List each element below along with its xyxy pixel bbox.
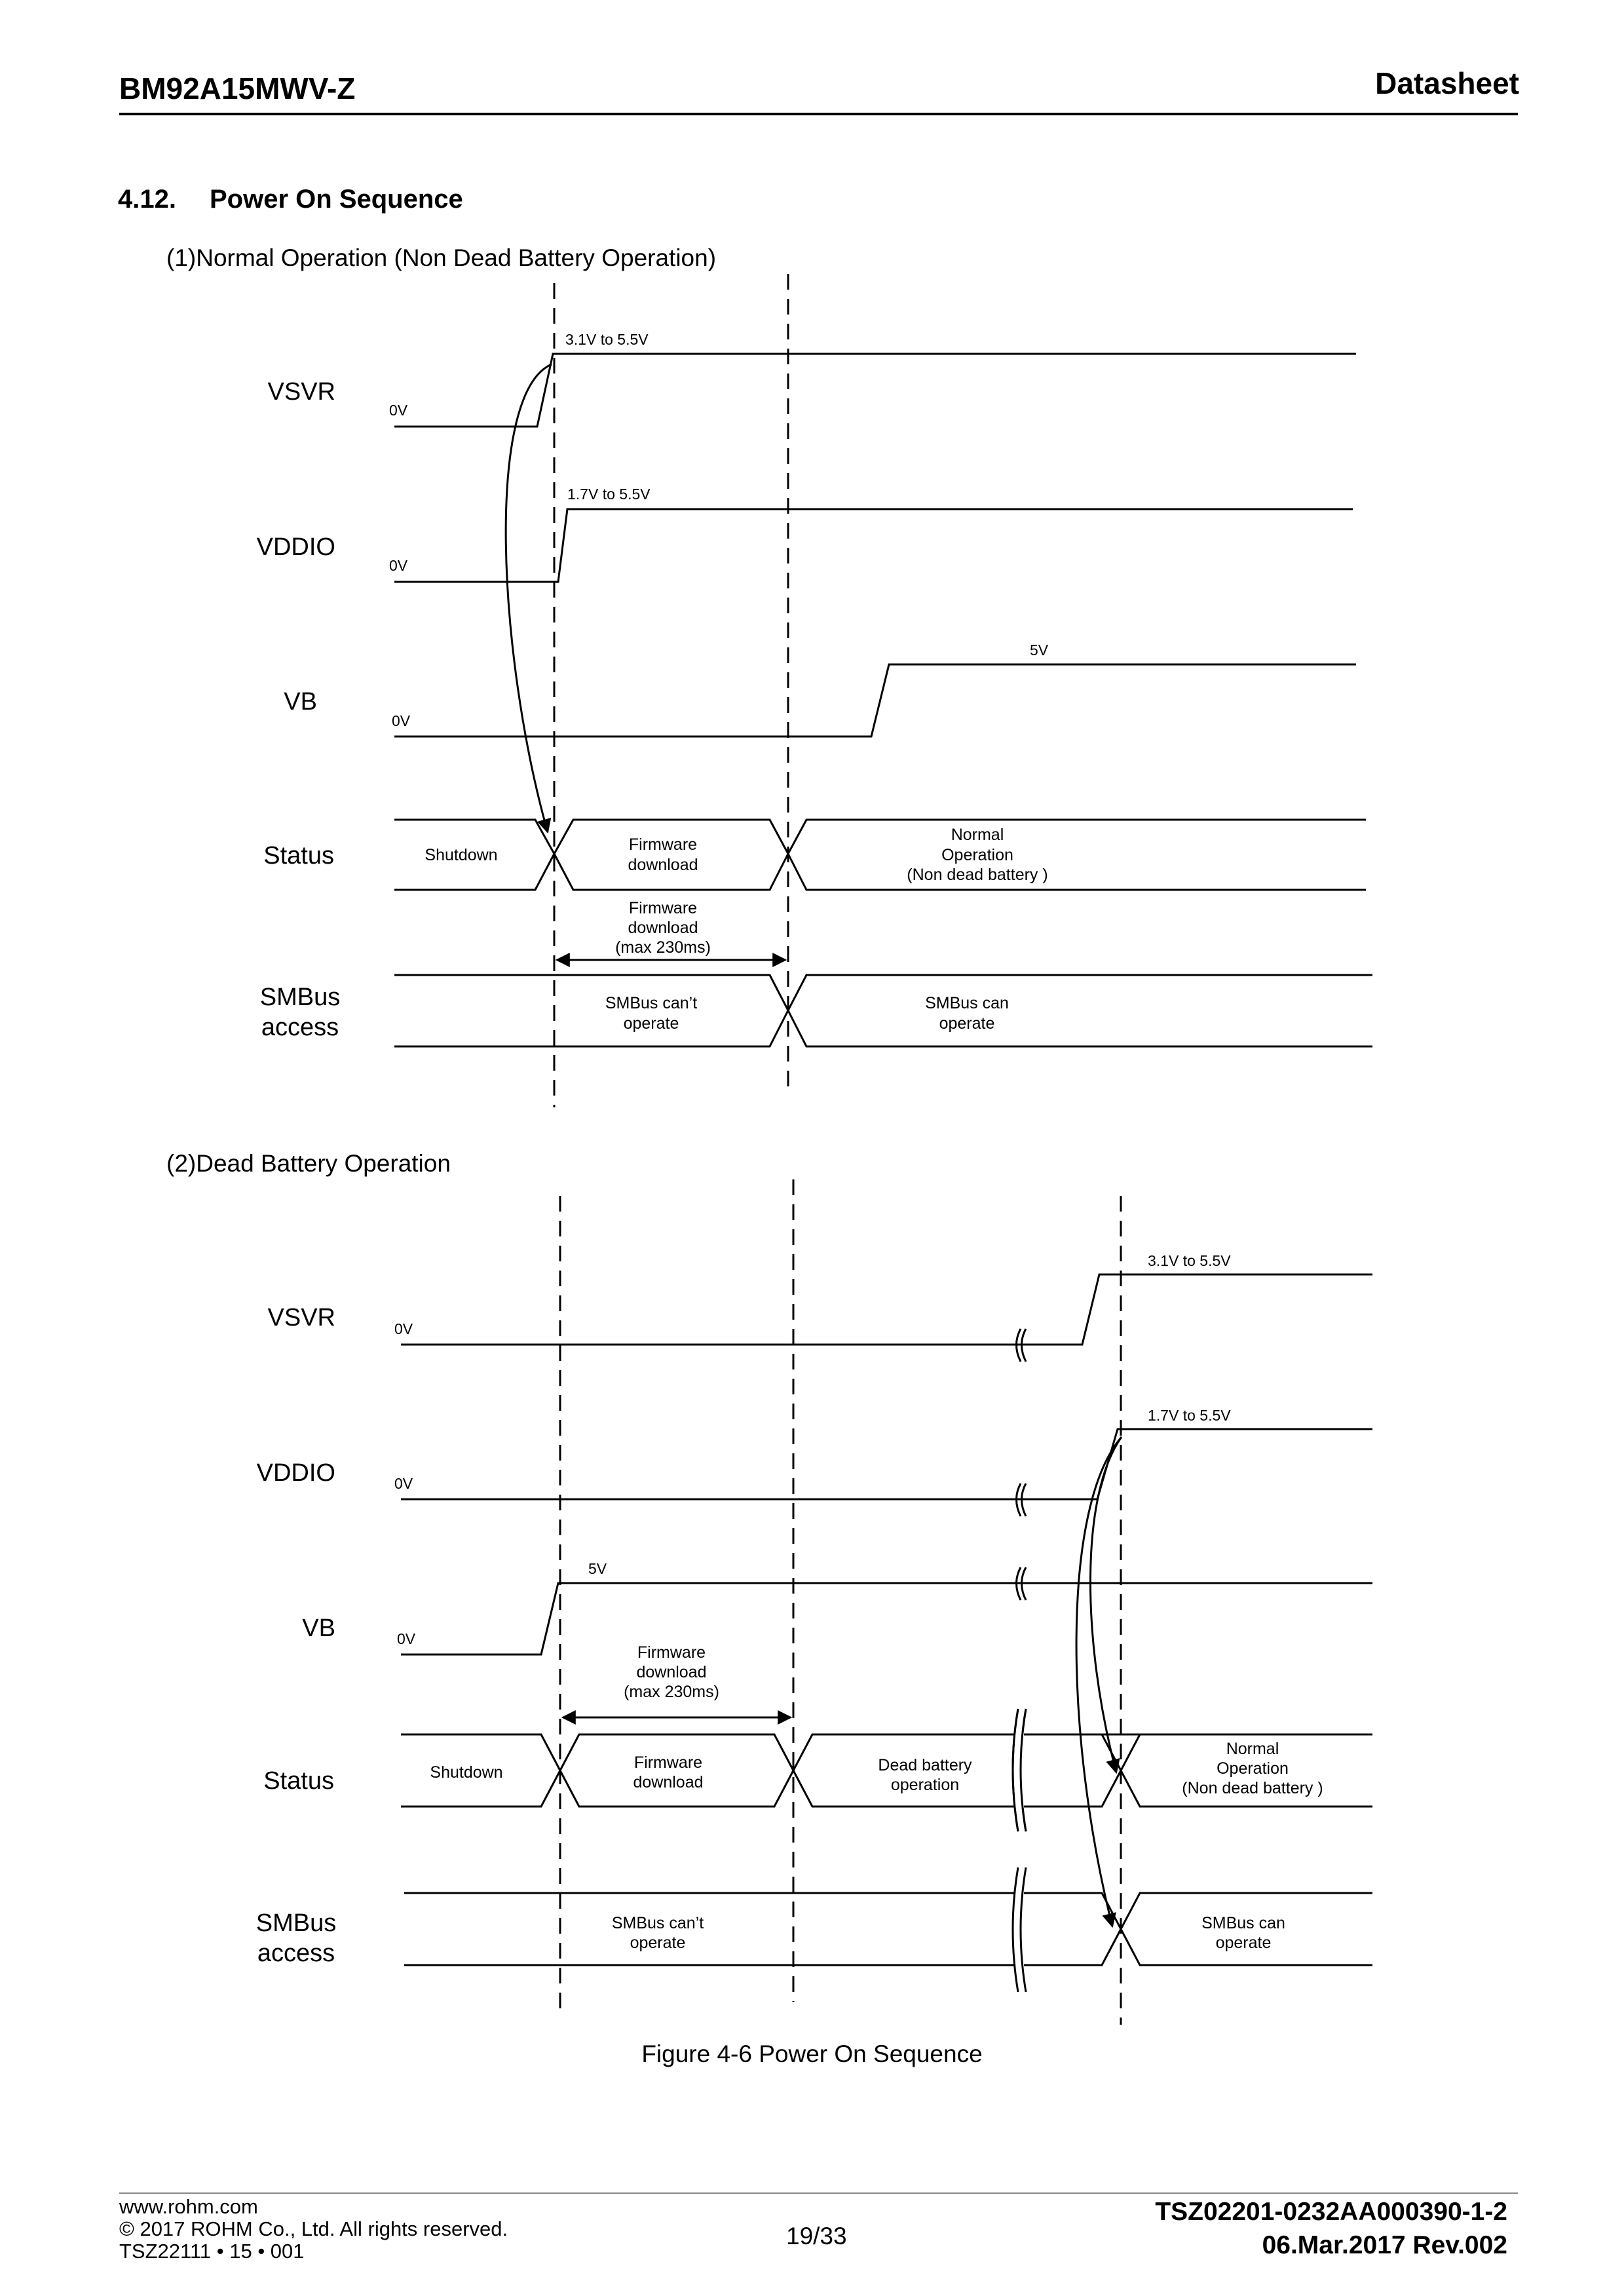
footer-copyright: © 2017 ROHM Co., Ltd. All rights reserved.	[119, 2217, 508, 2240]
d1-status-fw-1: Firmware	[628, 835, 698, 854]
d1-vb-low: 0V	[392, 712, 411, 729]
d2-vsvr-high: 3.1V to 5.5V	[1148, 1252, 1231, 1269]
d2-smbus-can-2: operate	[1215, 1934, 1272, 1952]
d1-label-vb: VB	[284, 688, 317, 716]
d1-vddio-low: 0V	[389, 557, 408, 574]
page-number: 19/33	[786, 2223, 847, 2249]
d2-vb-waveform	[401, 1583, 1372, 1655]
d2-label-status: Status	[263, 1767, 334, 1795]
d1-label-vddio: VDDIO	[256, 533, 335, 561]
d2-status-shutdown: Shutdown	[430, 1763, 503, 1782]
d1-vsvr-low: 0V	[389, 402, 408, 419]
d2-vddio-waveform	[401, 1429, 1372, 1499]
d1-duration-2: download	[628, 919, 698, 937]
d2-vb-low: 0V	[397, 1630, 416, 1647]
d2-status-dead-2: operation	[890, 1776, 960, 1794]
d1-smbus-cant-1: SMBus can’t	[605, 994, 698, 1012]
d2-smbus-cant-2: operate	[630, 1934, 686, 1952]
d1-label-vsvr: VSVR	[267, 378, 335, 406]
footer-code: TSZ22111 • 15 • 001	[119, 2240, 305, 2263]
d2-duration-1: Firmware	[637, 1643, 706, 1662]
d2-label-vb: VB	[302, 1615, 335, 1642]
d1-duration-3: (max 230ms)	[615, 938, 711, 957]
d2-label-vddio: VDDIO	[256, 1459, 335, 1487]
d2-vsvr-waveform	[401, 1274, 1372, 1345]
date-revision: 06.Mar.2017 Rev.002	[1262, 2231, 1507, 2259]
d2-label-access: access	[257, 1940, 335, 1967]
d1-duration-1: Firmware	[628, 899, 698, 917]
d1-vsvr-waveform	[394, 354, 1356, 427]
d2-vddio-low: 0V	[394, 1475, 413, 1492]
figure-caption: Figure 4-6 Power On Sequence	[641, 2040, 983, 2067]
doc-type: Datasheet	[1375, 66, 1519, 100]
d1-label-smbus: SMBus	[259, 984, 341, 1011]
part-number: BM92A15MWV-Z	[119, 71, 356, 105]
d2-smbus-can-1: SMBus can	[1201, 1914, 1285, 1932]
d1-vsvr-high: 3.1V to 5.5V	[565, 331, 649, 348]
d1-status-bus-low	[394, 854, 1366, 890]
footer-rule	[119, 2192, 1518, 2194]
diagram1-subtitle: (1)Normal Operation (Non Dead Battery Operation)	[166, 244, 717, 271]
d2-status-normal-3: (Non dead battery )	[1182, 1779, 1323, 1797]
d1-smbus-bus	[394, 975, 1372, 1010]
d1-status-shutdown: Shutdown	[425, 846, 498, 864]
d1-smbus-cant-2: operate	[623, 1014, 679, 1033]
d2-status-dead-1: Dead battery	[878, 1756, 972, 1774]
d1-vb-waveform	[394, 664, 1356, 737]
diagram2-subtitle: (2)Dead Battery Operation	[166, 1150, 451, 1177]
d2-smbus-cant-1: SMBus can’t	[611, 1914, 704, 1932]
d1-status-normal-3: (Non dead battery )	[907, 866, 1048, 884]
d1-status-normal-2: Operation	[941, 846, 1013, 864]
d1-status-normal-1: Normal	[951, 826, 1004, 844]
d2-vsvr-low: 0V	[394, 1320, 413, 1337]
footer-url[interactable]: www.rohm.com	[119, 2195, 258, 2218]
d2-label-vsvr: VSVR	[267, 1304, 335, 1331]
d2-vddio-high: 1.7V to 5.5V	[1148, 1407, 1231, 1424]
d1-smbus-bus-low	[394, 1010, 1372, 1046]
d2-duration-3: (max 230ms)	[624, 1683, 719, 1701]
section-number: 4.12.	[118, 185, 176, 214]
d1-vddio-high: 1.7V to 5.5V	[567, 486, 651, 503]
d1-smbus-can-2: operate	[939, 1014, 995, 1033]
d2-duration-2: download	[636, 1663, 707, 1681]
d1-vsvr-to-status-arrow	[506, 364, 552, 832]
d1-status-fw-2: download	[628, 856, 698, 874]
d1-status-bus	[394, 820, 1366, 854]
d1-vddio-waveform	[394, 509, 1353, 582]
d1-label-access: access	[261, 1014, 339, 1041]
d2-label-smbus: SMBus	[255, 1909, 337, 1937]
d2-status-normal-2: Operation	[1217, 1759, 1289, 1778]
d1-label-status: Status	[263, 842, 334, 870]
d1-smbus-can-1: SMBus can	[925, 994, 1009, 1012]
doc-number: TSZ02201-0232AA000390-1-2	[1155, 2198, 1507, 2226]
section-title-text: Power On Sequence	[210, 185, 463, 214]
d2-vddio-to-smbus-arrow	[1076, 1437, 1122, 1926]
d2-status-fw-1: Firmware	[633, 1753, 703, 1772]
d2-status-fw-2: download	[633, 1773, 704, 1791]
d1-vb-high: 5V	[1030, 641, 1049, 659]
d2-status-normal-1: Normal	[1226, 1740, 1279, 1758]
d2-vb-high: 5V	[588, 1560, 607, 1577]
